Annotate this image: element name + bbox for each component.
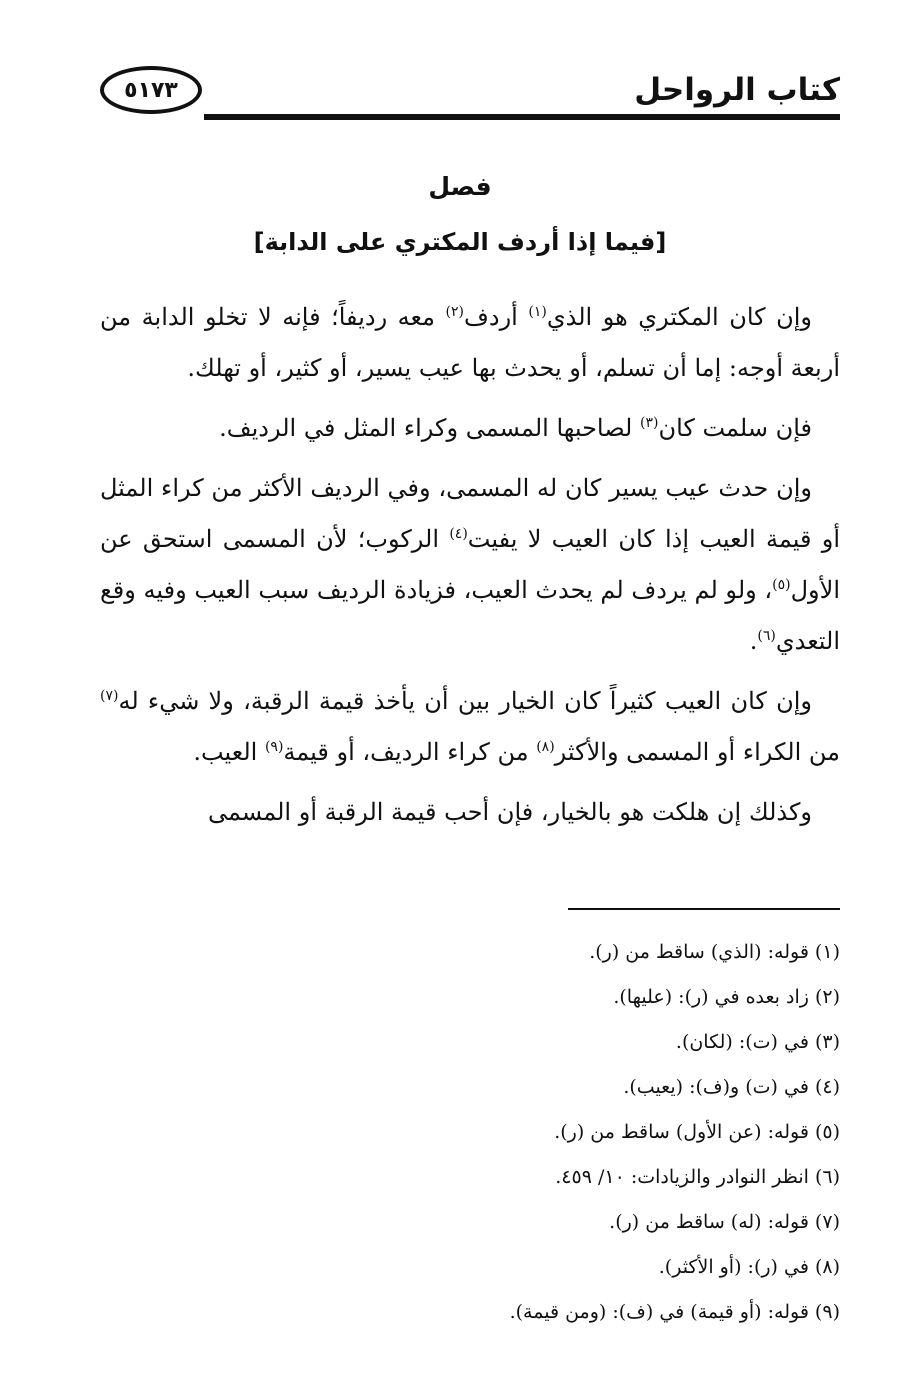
footnote-item: (٧) قوله: (له) ساقط من (ر). bbox=[609, 1211, 840, 1233]
footnote-ref: (٢) bbox=[445, 304, 464, 320]
page-number: ٥١٧٣ bbox=[124, 77, 178, 103]
text-run: لصاحبها المسمى وكراء المثل في الرديف. bbox=[219, 414, 640, 442]
text-run: من الكراء أو المسمى والأكثر bbox=[554, 738, 840, 766]
main-text bbox=[100, 292, 840, 847]
text-run: الركوب؛ لأن المسمى استحق عن الأول bbox=[100, 525, 840, 604]
footnotes bbox=[100, 930, 840, 1335]
footnote-ref: (٤) bbox=[449, 526, 468, 542]
text-run: وإن حدث عيب يسير كان له المسمى، وفي الرديف الأكثر من كراء المثل أو قيمة العيب إذا كان العيب لا يفيت bbox=[100, 474, 840, 553]
footnote-item: (٨) في (ر): (أو الأكثر). bbox=[658, 1256, 840, 1278]
section-subheading: [فيما إذا أردف المكتري على الدابة] bbox=[253, 228, 667, 256]
page-number-badge bbox=[100, 66, 202, 114]
text-run: من كراء الرديف، أو قيمة bbox=[283, 738, 537, 766]
text-run: وإن كان العيب كثيراً كان الخيار بين أن يأخذ قيمة الرقبة، ولا شيء له bbox=[118, 687, 812, 715]
text-run: وكذلك إن هلكت هو بالخيار، فإن أحب قيمة الرقبة أو المسمى bbox=[207, 798, 812, 826]
footnote-item: (٤) في (ت) و(ف): (يعيب). bbox=[623, 1076, 840, 1098]
footnote-ref: (٧) bbox=[100, 688, 119, 704]
running-title: كتاب الرواحل bbox=[634, 72, 840, 108]
header-rule bbox=[204, 114, 840, 120]
paragraph-3 bbox=[100, 463, 840, 667]
footnote-ref: (٣) bbox=[640, 415, 659, 431]
footnote-ref: (٦) bbox=[757, 628, 776, 644]
text-run: معه رديفاً؛ فإنه لا تخلو الدابة من أربعة أوجه: إما أن تسلم، أو يحدث بها عيب يسير، أو كثير، أو تهلك. bbox=[100, 303, 840, 382]
footnote-item: (٥) قوله: (عن الأول) ساقط من (ر). bbox=[554, 1121, 840, 1143]
paragraph-5 bbox=[100, 787, 840, 838]
text-run: ، ولو لم يردف لم يحدث العيب، فزيادة الرديف سبب العيب وفيه وقع التعدي bbox=[100, 576, 840, 655]
footnote-item: (٩) قوله: (أو قيمة) في (ف): (ومن قيمة). bbox=[509, 1301, 840, 1323]
paragraph-4 bbox=[100, 676, 840, 778]
footnote-ref: (١) bbox=[528, 304, 547, 320]
text-run: أردف bbox=[464, 303, 529, 331]
text-run: . bbox=[749, 627, 758, 655]
text-run: وإن كان المكتري هو الذي bbox=[546, 303, 813, 331]
text-run: العيب. bbox=[193, 738, 265, 766]
paragraph-1 bbox=[100, 292, 840, 394]
footnote-ref: (٥) bbox=[772, 577, 791, 593]
footnote-ref: (٩) bbox=[264, 739, 284, 755]
text-run: فإن سلمت كان bbox=[658, 414, 812, 442]
footnote-separator bbox=[568, 908, 840, 910]
footnote-item: (١) قوله: (الذي) ساقط من (ر). bbox=[589, 941, 840, 963]
footnote-ref: (٨) bbox=[536, 739, 555, 755]
footnote-item: (٢) زاد بعده في (ر): (عليها). bbox=[613, 986, 840, 1008]
footnote-item: (٦) انظر النوادر والزيادات: ١٠/ ٤٥٩. bbox=[555, 1166, 840, 1188]
paragraph-2 bbox=[100, 403, 840, 454]
running-header bbox=[92, 58, 840, 128]
footnote-item: (٣) في (ت): (لكان). bbox=[675, 1031, 840, 1053]
section-heading: فصل bbox=[428, 172, 492, 201]
